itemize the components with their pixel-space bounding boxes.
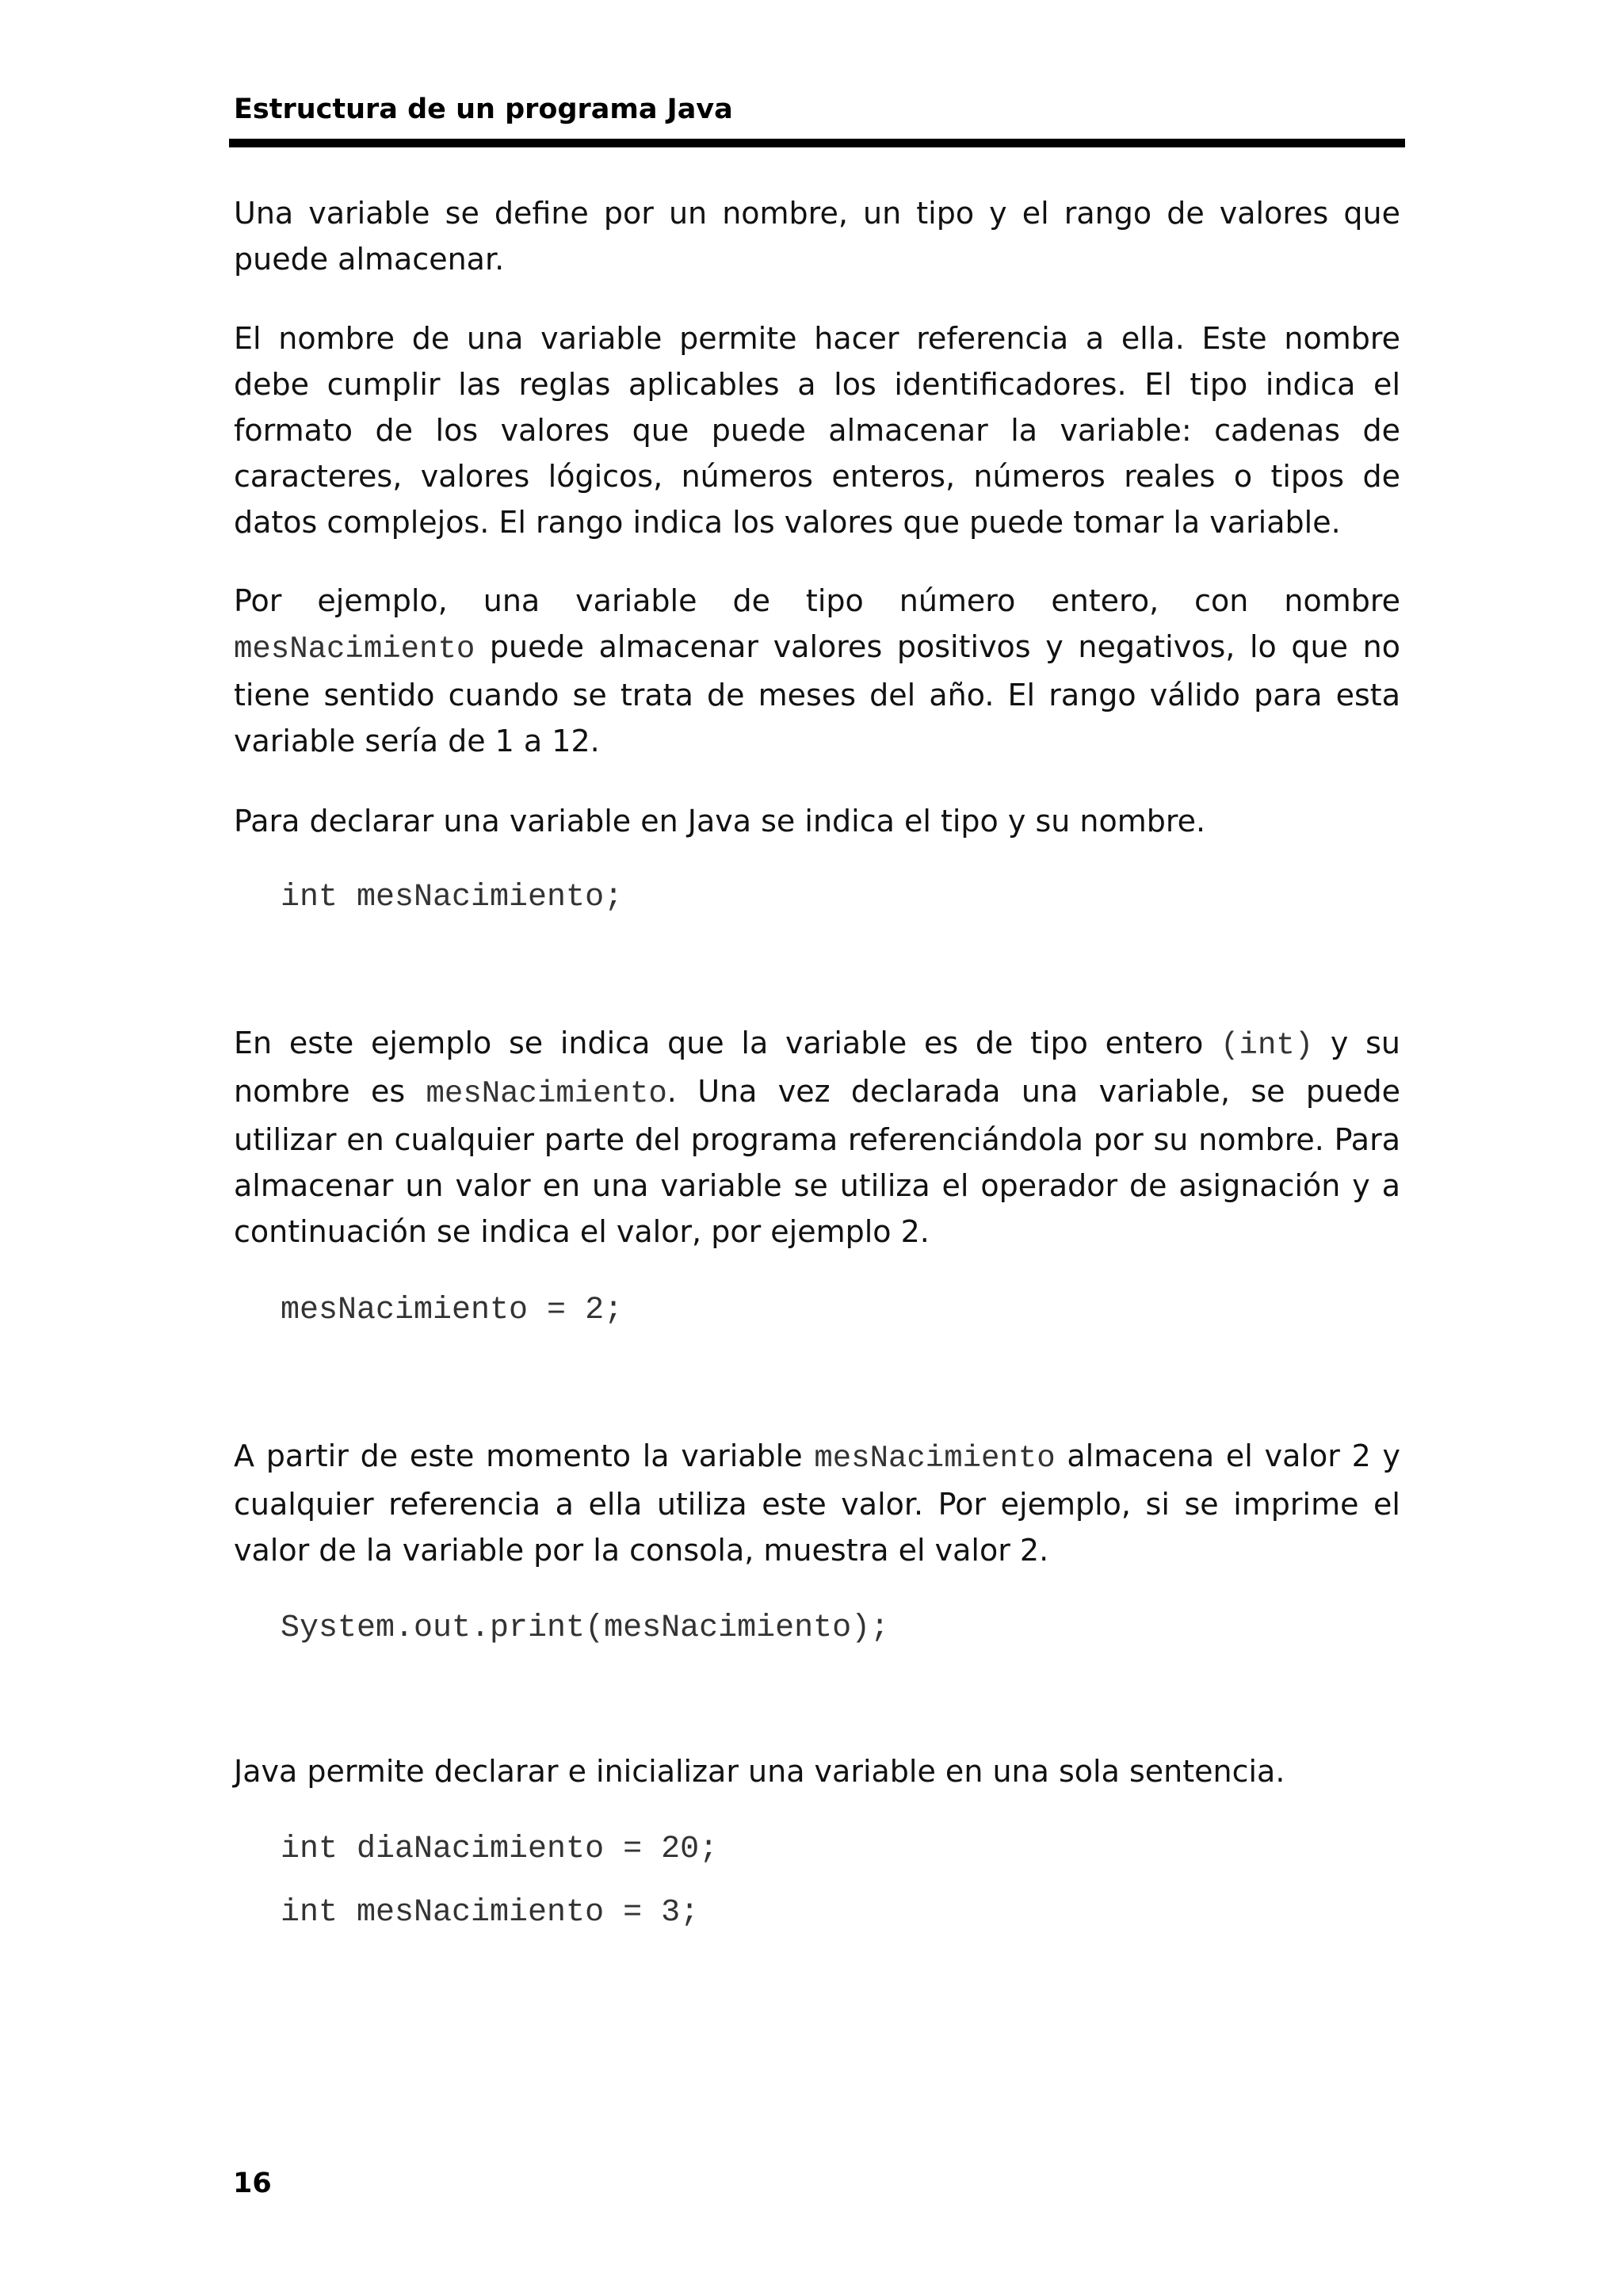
header-rule [229, 139, 1405, 147]
text-segment: A partir de este momento la variable [234, 1438, 815, 1473]
code-line-init-dia: int diaNacimiento = 20; [281, 1832, 719, 1867]
text-segment: almacena el valor 2 y cualquier referencia a ella utiliza este valor. Por ejemplo, si se imprime el valor de la variable por la consola, muestra el valor 2. [234, 1438, 1400, 1568]
text-segment: Por ejemplo, una variable de tipo número entero, con nombre [234, 583, 1400, 618]
paragraph-declare-variable: Para declarar una variable en Java se indica el tipo y su nombre. [234, 804, 1206, 839]
code-line-declaration: int mesNacimiento; [281, 880, 624, 915]
inline-code: mesNacimiento [814, 1441, 1056, 1476]
inline-code: mesNacimiento [426, 1076, 667, 1111]
running-header-title: Estructura de un programa Java [234, 94, 733, 125]
text-segment: En este ejemplo se indica que la variable es de tipo entero [234, 1026, 1221, 1060]
code-line-assignment: mesNacimiento = 2; [281, 1293, 624, 1328]
text-segment: y su nombre es [234, 1026, 1400, 1109]
paragraph-value-reference [234, 1433, 1400, 1573]
inline-code: (int) [1220, 1028, 1314, 1063]
code-line-print: System.out.print(mesNacimiento); [281, 1610, 890, 1646]
paragraph-variable-definition: Una variable se define por un nombre, un tipo y el rango de valores que puede almacenar. [234, 196, 1400, 277]
paragraph-example-range [234, 578, 1400, 764]
inline-code: mesNacimiento [234, 632, 475, 667]
paragraph-assignment [234, 1020, 1400, 1255]
page-number: 16 [233, 2168, 272, 2199]
paragraph-variable-name-type-range: El nombre de una variable permite hacer referencia a ella. Este nombre debe cumplir las reglas aplicables a los identificadores. El tipo indica el formato de los valores que puede almacenar la variable: cadenas de caracteres, valores lógicos, números enteros, números reales o tipos de datos complejos. El rango indica los valores que puede tomar la variable. [234, 321, 1400, 540]
code-line-init-mes: int mesNacimiento = 3; [281, 1895, 700, 1931]
paragraph-declare-and-init: Java permite declarar e inicializar una variable en una sola sentencia. [234, 1754, 1285, 1789]
text-segment: . Una vez declarada una variable, se puede utilizar en cualquier parte del programa referenciándola por su nombre. Para almacenar un valor en una variable se utiliza el operador de asignación y a continuación se indica el valor, por ejemplo 2. [234, 1074, 1400, 1249]
text-segment: puede almacenar valores positivos y negativos, lo que no tiene sentido cuando se trata de meses del año. El rango válido para esta variable sería de 1 a 12. [234, 629, 1400, 758]
